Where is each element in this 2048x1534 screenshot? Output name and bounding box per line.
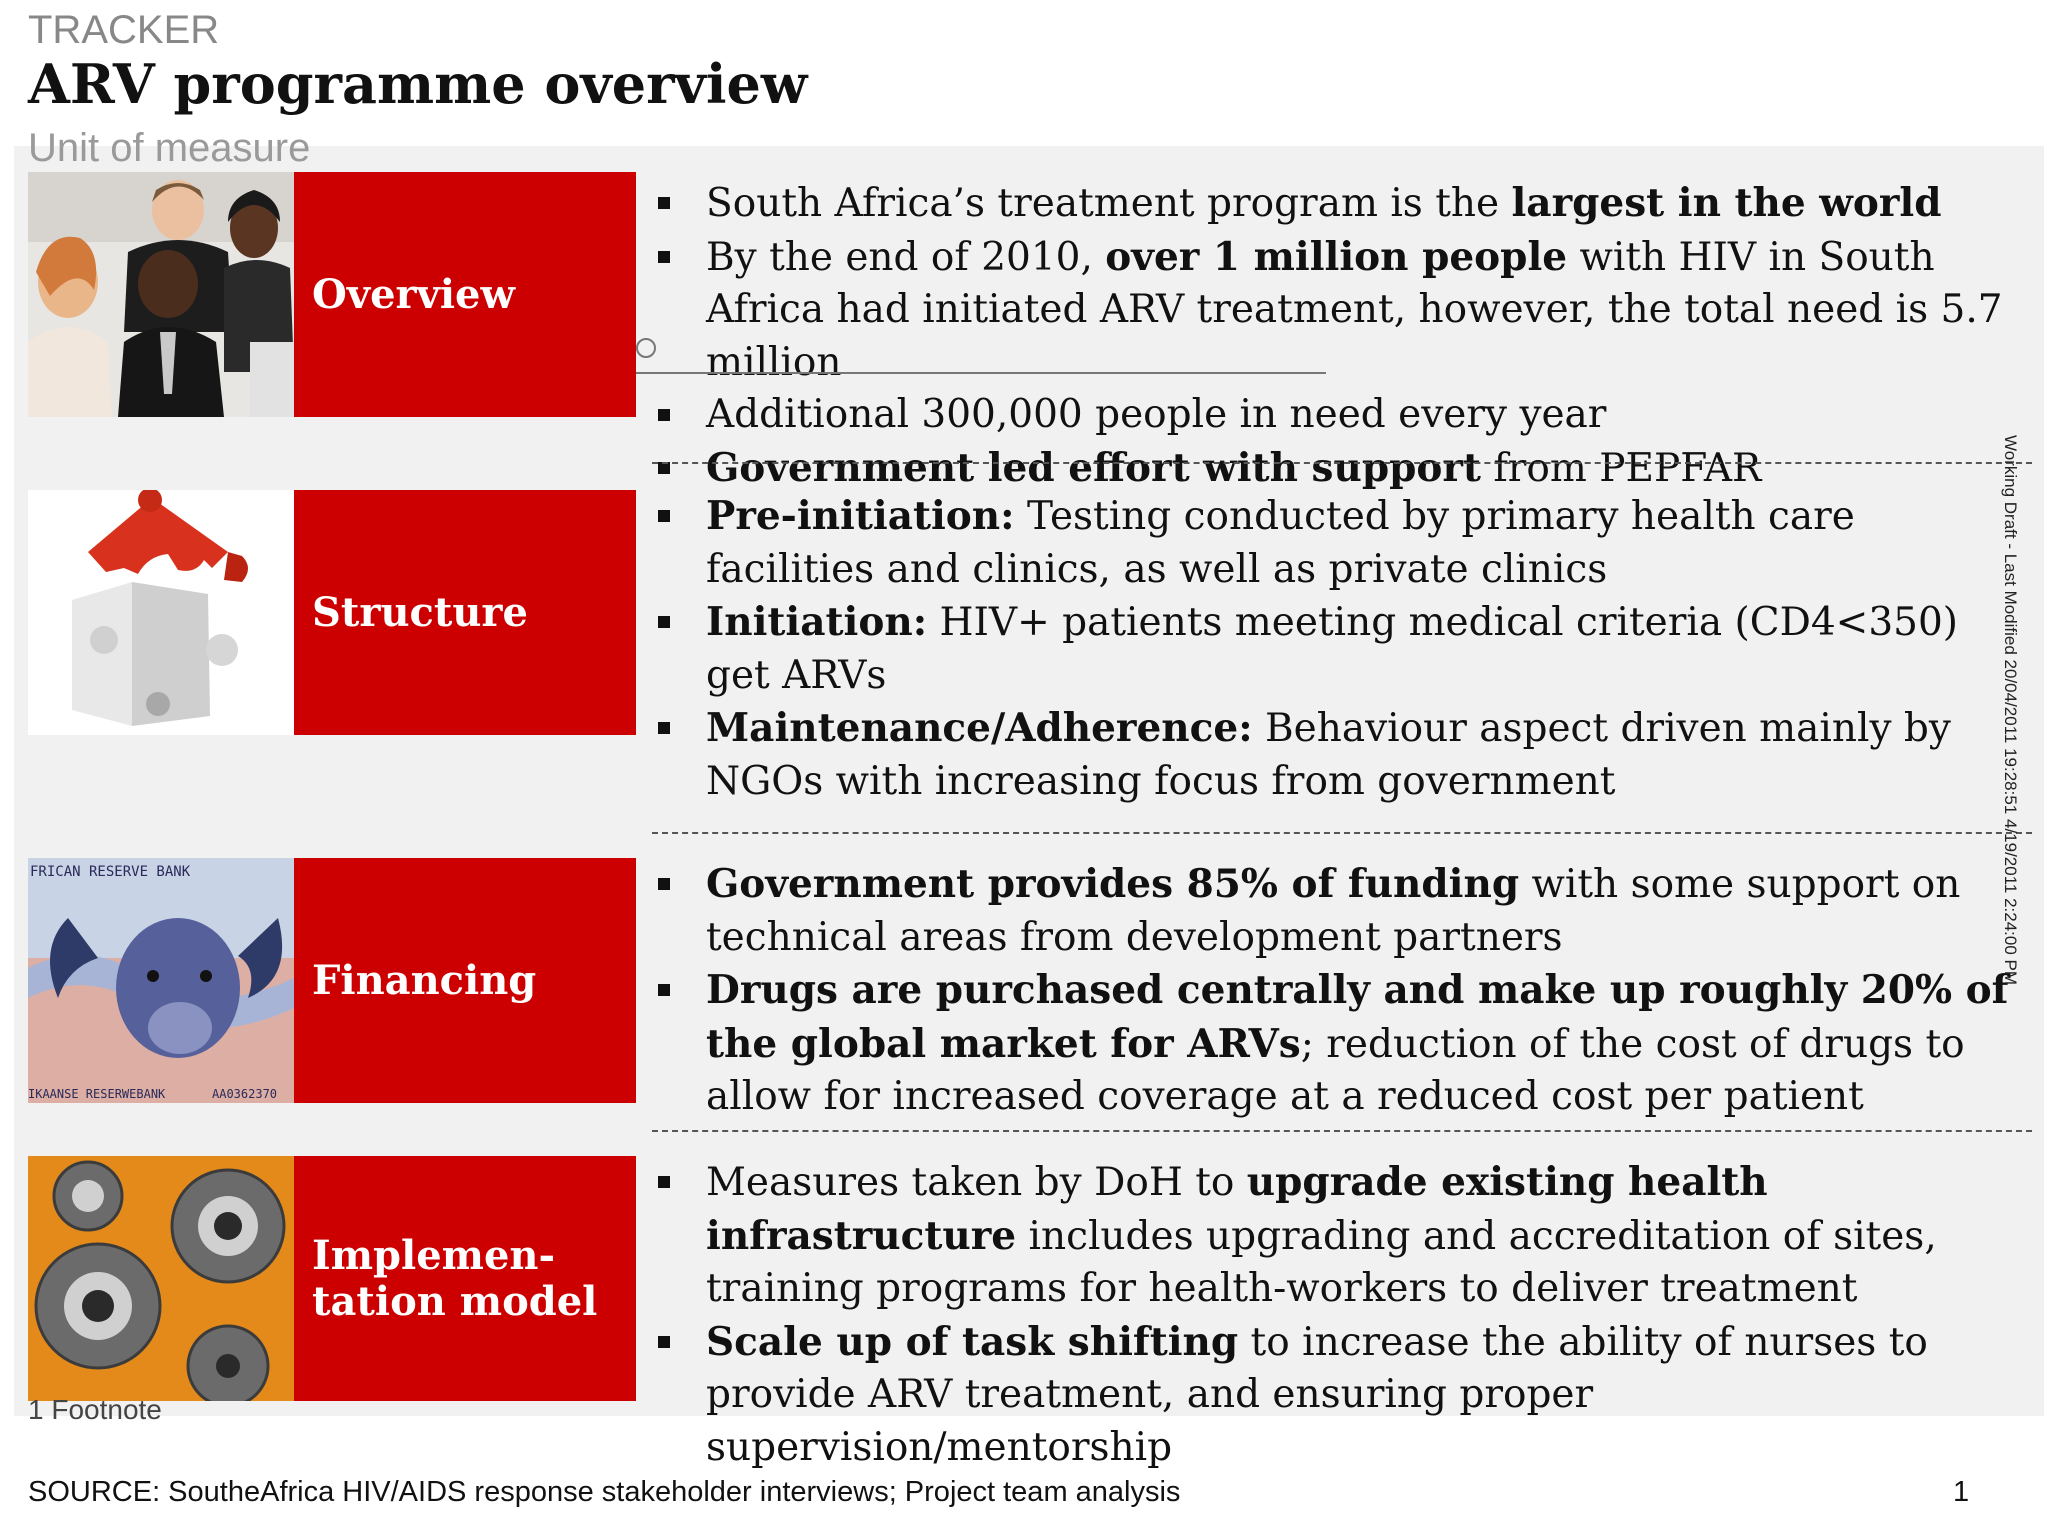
section-label-financing: Financing — [294, 858, 636, 1103]
source-note: SOURCE: SoutheAfrica HIV/AIDS response stakeholder interviews; Project team analysis — [28, 1476, 1181, 1508]
side-draft-label: Working Draft - Last Modified 20/04/2011 19:28:51 4/19/2011 2:24:00 PM — [2001, 435, 2020, 986]
bullet-item: Government provides 85% of funding with some support on technical areas from development partners — [650, 858, 2010, 964]
section-divider — [652, 462, 2032, 464]
bullet-item: Pre-initiation: Testing conducted by primary health care facilities and clinics, as well as private clinics — [650, 490, 2010, 596]
structure-bullets — [650, 490, 2010, 808]
bullet-item: Measures taken by DoH to upgrade existing health infrastructure includes upgrading and accreditation of sites, training programs for health-workers to deliver treatment — [650, 1156, 2010, 1316]
section-label-overview: Overview — [294, 172, 636, 417]
cursor-marker — [636, 338, 656, 358]
bullet-item: Scale up of task shifting to increase the ability of nurses to provide ARV treatment, and ensuring proper supervision/mentorship — [650, 1316, 2010, 1475]
bullet-item: Maintenance/Adherence: Behaviour aspect driven mainly by NGOs with increasing focus from government — [650, 702, 2010, 808]
bullet-item: Initiation: HIV+ patients meeting medical criteria (CD4<350) get ARVs — [650, 596, 2010, 702]
bullet-item: By the end of 2010, over 1 million people with HIV in South Africa had initiated ARV treatment, however, the total need is 5.7 million — [650, 231, 2010, 390]
bullet-item: Government led effort with support from PEPFAR — [650, 442, 2010, 496]
section-label-structure: Structure — [294, 490, 636, 735]
financing-bullets — [650, 858, 2010, 1124]
bullet-item: South Africa’s treatment program is the largest in the world — [650, 177, 2010, 231]
unit-of-measure-label: Unit of measure — [28, 126, 311, 170]
cursor-line — [636, 372, 1326, 374]
bullet-item: Additional 300,000 people in need every year — [650, 389, 2010, 442]
section-divider — [652, 832, 2032, 834]
implementation-bullets — [650, 1156, 2010, 1474]
overview-bullets — [650, 177, 2010, 495]
section-label-implementation: Implemen- tation model — [294, 1156, 636, 1401]
banknote-serial: AA0362370 — [212, 1087, 278, 1101]
gears-image — [28, 1156, 294, 1401]
business-people-photo — [28, 172, 294, 417]
page-number: 1 — [1953, 1476, 1970, 1508]
banknote-bottom-text: IKAANSE RESERWEBANK — [28, 1087, 166, 1101]
puzzle-house-image — [28, 490, 294, 735]
section-divider — [652, 1130, 2032, 1132]
footnote: 1 Footnote — [28, 1394, 162, 1425]
page-title: ARV programme overview — [28, 52, 808, 116]
banknote-buffalo-image — [28, 858, 294, 1103]
bullet-item: Drugs are purchased centrally and make up roughly 20% of the global market for ARVs; reduction of the cost of drugs to allow for increased coverage at a reduced cost per patient — [650, 964, 2010, 1124]
banknote-top-text: FRICAN RESERVE BANK — [30, 864, 191, 880]
tracker-label: TRACKER — [28, 8, 220, 52]
